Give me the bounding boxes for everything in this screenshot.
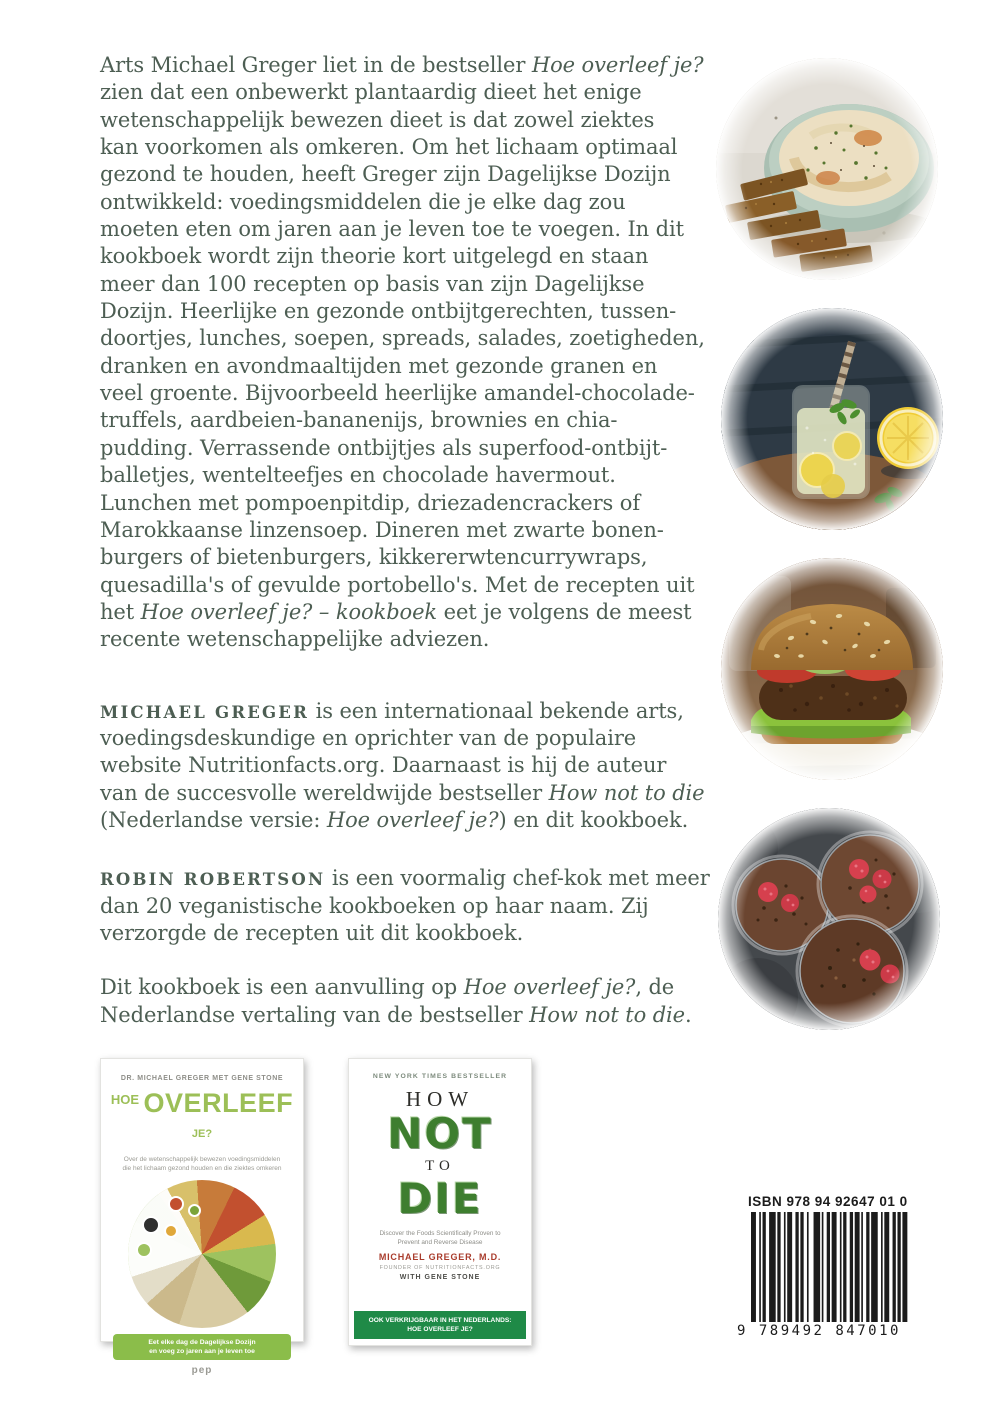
text-line: meer dan 100 recepten op basis van zijn Dagelijkse [100, 271, 645, 296]
text-line: Dit kookboek is een aanvulling op Hoe overleef je?, de [100, 975, 675, 1000]
cover-how-not-to-die [348, 1058, 532, 1346]
cover1-author-line: DR. MICHAEL GREGER MET GENE STONE [120, 1075, 284, 1082]
lemon-water-photo-illustration [721, 308, 943, 530]
cover1-title-hoe: HOE [110, 1092, 140, 1107]
text-line: recente wetenschappelijke adviezen. [100, 627, 490, 652]
text-line: van de succesvolle wereldwijde bestseller How not to die [100, 780, 705, 805]
text-line: ontwikkeld: voedingsmiddelen die je elke dag zou [100, 189, 626, 214]
ingredient-cucumber [136, 1242, 152, 1258]
cover2-tagline: NEW YORK TIMES BESTSELLER [372, 1073, 508, 1080]
photo-hummus-dip [716, 58, 938, 280]
cover-hoe-overleef-je [100, 1058, 304, 1376]
text-line: quesadilla's of gevulde portobello's. Met de recepten uit [100, 572, 695, 597]
cover1-subtitle: Over de wetenschappelijk bewezen voedingsmiddelen die het lichaam gezond houden en die ziektes omkeren [122, 1156, 282, 1172]
text-line: dan 20 veganistische kookboeken op haar naam. Zij [100, 893, 649, 918]
photo-chocolate-pudding [718, 808, 940, 1030]
text-line: zien dat een onbewerkt plantaardig dieet het enige [100, 80, 642, 105]
text-line: voedingsdeskundige en oprichter van de populaire [100, 725, 637, 750]
text-line: website Nutritionfacts.org. Daarnaast is hij de auteur [100, 753, 667, 778]
food-pie-chart-image [128, 1180, 276, 1328]
cover2-title-to: TO [425, 1158, 455, 1174]
cover1-title [101, 1087, 303, 1154]
hummus-photo-illustration [716, 58, 938, 280]
text-line: gezond te houden, heeft Greger zijn Dagelijkse Dozijn [100, 162, 671, 187]
ingredient-beans [142, 1216, 160, 1234]
text-line: wetenschappelijk bewezen dieet is dat zowel ziektes [100, 107, 655, 132]
cover2-author: MICHAEL GREGER, M.D. [378, 1252, 502, 1263]
back-cover-text [100, 52, 710, 1029]
text-line: ROBIN ROBERTSON is een voormalig chef-kok met meer [100, 866, 710, 891]
barcode-bars [751, 1212, 909, 1322]
text-line: dranken en avondmaaltijden met gezonde granen en [100, 353, 658, 378]
text-line: het Hoe overleef je? – kookboek eet je volgens de meest [100, 599, 692, 624]
ingredient-greens [188, 1204, 201, 1217]
text-line: Lunchen met pompoenpitdip, driezadencrackers of [100, 490, 640, 515]
ingredient-citrus [164, 1224, 178, 1238]
isbn-barcode [737, 1194, 913, 1339]
text-line: (Nederlandse versie: Hoe overleef je?) en dit kookboek. [100, 807, 689, 832]
ingredient-tomato [168, 1196, 184, 1212]
paragraph [100, 52, 705, 654]
veggie-burger-photo-illustration [721, 558, 943, 780]
text-line: verzorgde de recepten uit dit kookboek. [100, 920, 524, 945]
cover2-title-not: NOT [387, 1109, 493, 1158]
paragraph [100, 974, 700, 1029]
paragraph [100, 865, 710, 947]
cover2-banner: OOK VERKRIJGBAAR IN HET NEDERLANDS: HOE OVERLEEF JE? [354, 1311, 526, 1339]
text-line: veel groente. Bijvoorbeeld heerlijke amandel-chocolade- [100, 381, 695, 406]
publisher-logo: pep [191, 1365, 213, 1376]
text-line: Arts Michael Greger liet in de bestseller Hoe overleef je? [100, 53, 704, 77]
text-line: Marokkaanse linzensoep. Dineren met zwarte bonen- [100, 517, 664, 542]
cover1-title-overleef: OVERLEEF [143, 1088, 294, 1118]
text-line: truffels, aardbeien-bananenijs, brownies en chia- [100, 408, 618, 433]
text-line: moeten eten om jaren aan je leven toe te voegen. In dit [100, 217, 684, 242]
text-line: kan voorkomen als omkeren. Om het lichaam optimaal [100, 135, 678, 160]
cover2-with-line: WITH GENE STONE [399, 1274, 481, 1282]
text-line: kookboek wordt zijn theorie kort uitgelegd en staan [100, 244, 649, 269]
cover2-subtitle: Discover the Foods Scientifically Proven to Prevent and Reverse Disease [379, 1230, 501, 1246]
photo-veggie-burger [721, 558, 943, 780]
photo-lemon-water [721, 308, 943, 530]
cover1-title-je: JE? [191, 1128, 213, 1140]
text-line: burgers of bietenburgers, kikkererwtencurrywraps, [100, 545, 648, 570]
text-line: doortjes, lunches, soepen, spreads, salades, zoetigheden, [100, 326, 705, 351]
text-line: Dozijn. Heerlijke en gezonde ontbijtgerechten, tussen- [100, 299, 677, 324]
cover2-author-subline: FOUNDER OF NUTRITIONFACTS.ORG [379, 1265, 501, 1272]
cover1-banner: Eet elke dag de Dagelijkse Dozijn en voeg zo jaren aan je leven toe [113, 1334, 291, 1360]
chocolate-pudding-photo-illustration [718, 808, 940, 1030]
cover2-title-die: DIE [397, 1174, 483, 1223]
text-line: balletjes, wentelteefjes en chocolade havermout. [100, 463, 616, 488]
cover2-title-how: HOW [405, 1087, 475, 1111]
isbn-label: ISBN 978 94 92647 01 0 [748, 1194, 908, 1209]
paragraph [100, 698, 705, 835]
barcode-digits: 9 789492 847010 [737, 1323, 901, 1339]
text-line: MICHAEL GREGER is een internationaal bekende arts, [100, 698, 684, 723]
text-line: pudding. Verrassende ontbijtjes als superfood-ontbijt- [100, 435, 668, 460]
text-line: Nederlandse vertaling van de bestseller How not to die. [100, 1002, 692, 1027]
